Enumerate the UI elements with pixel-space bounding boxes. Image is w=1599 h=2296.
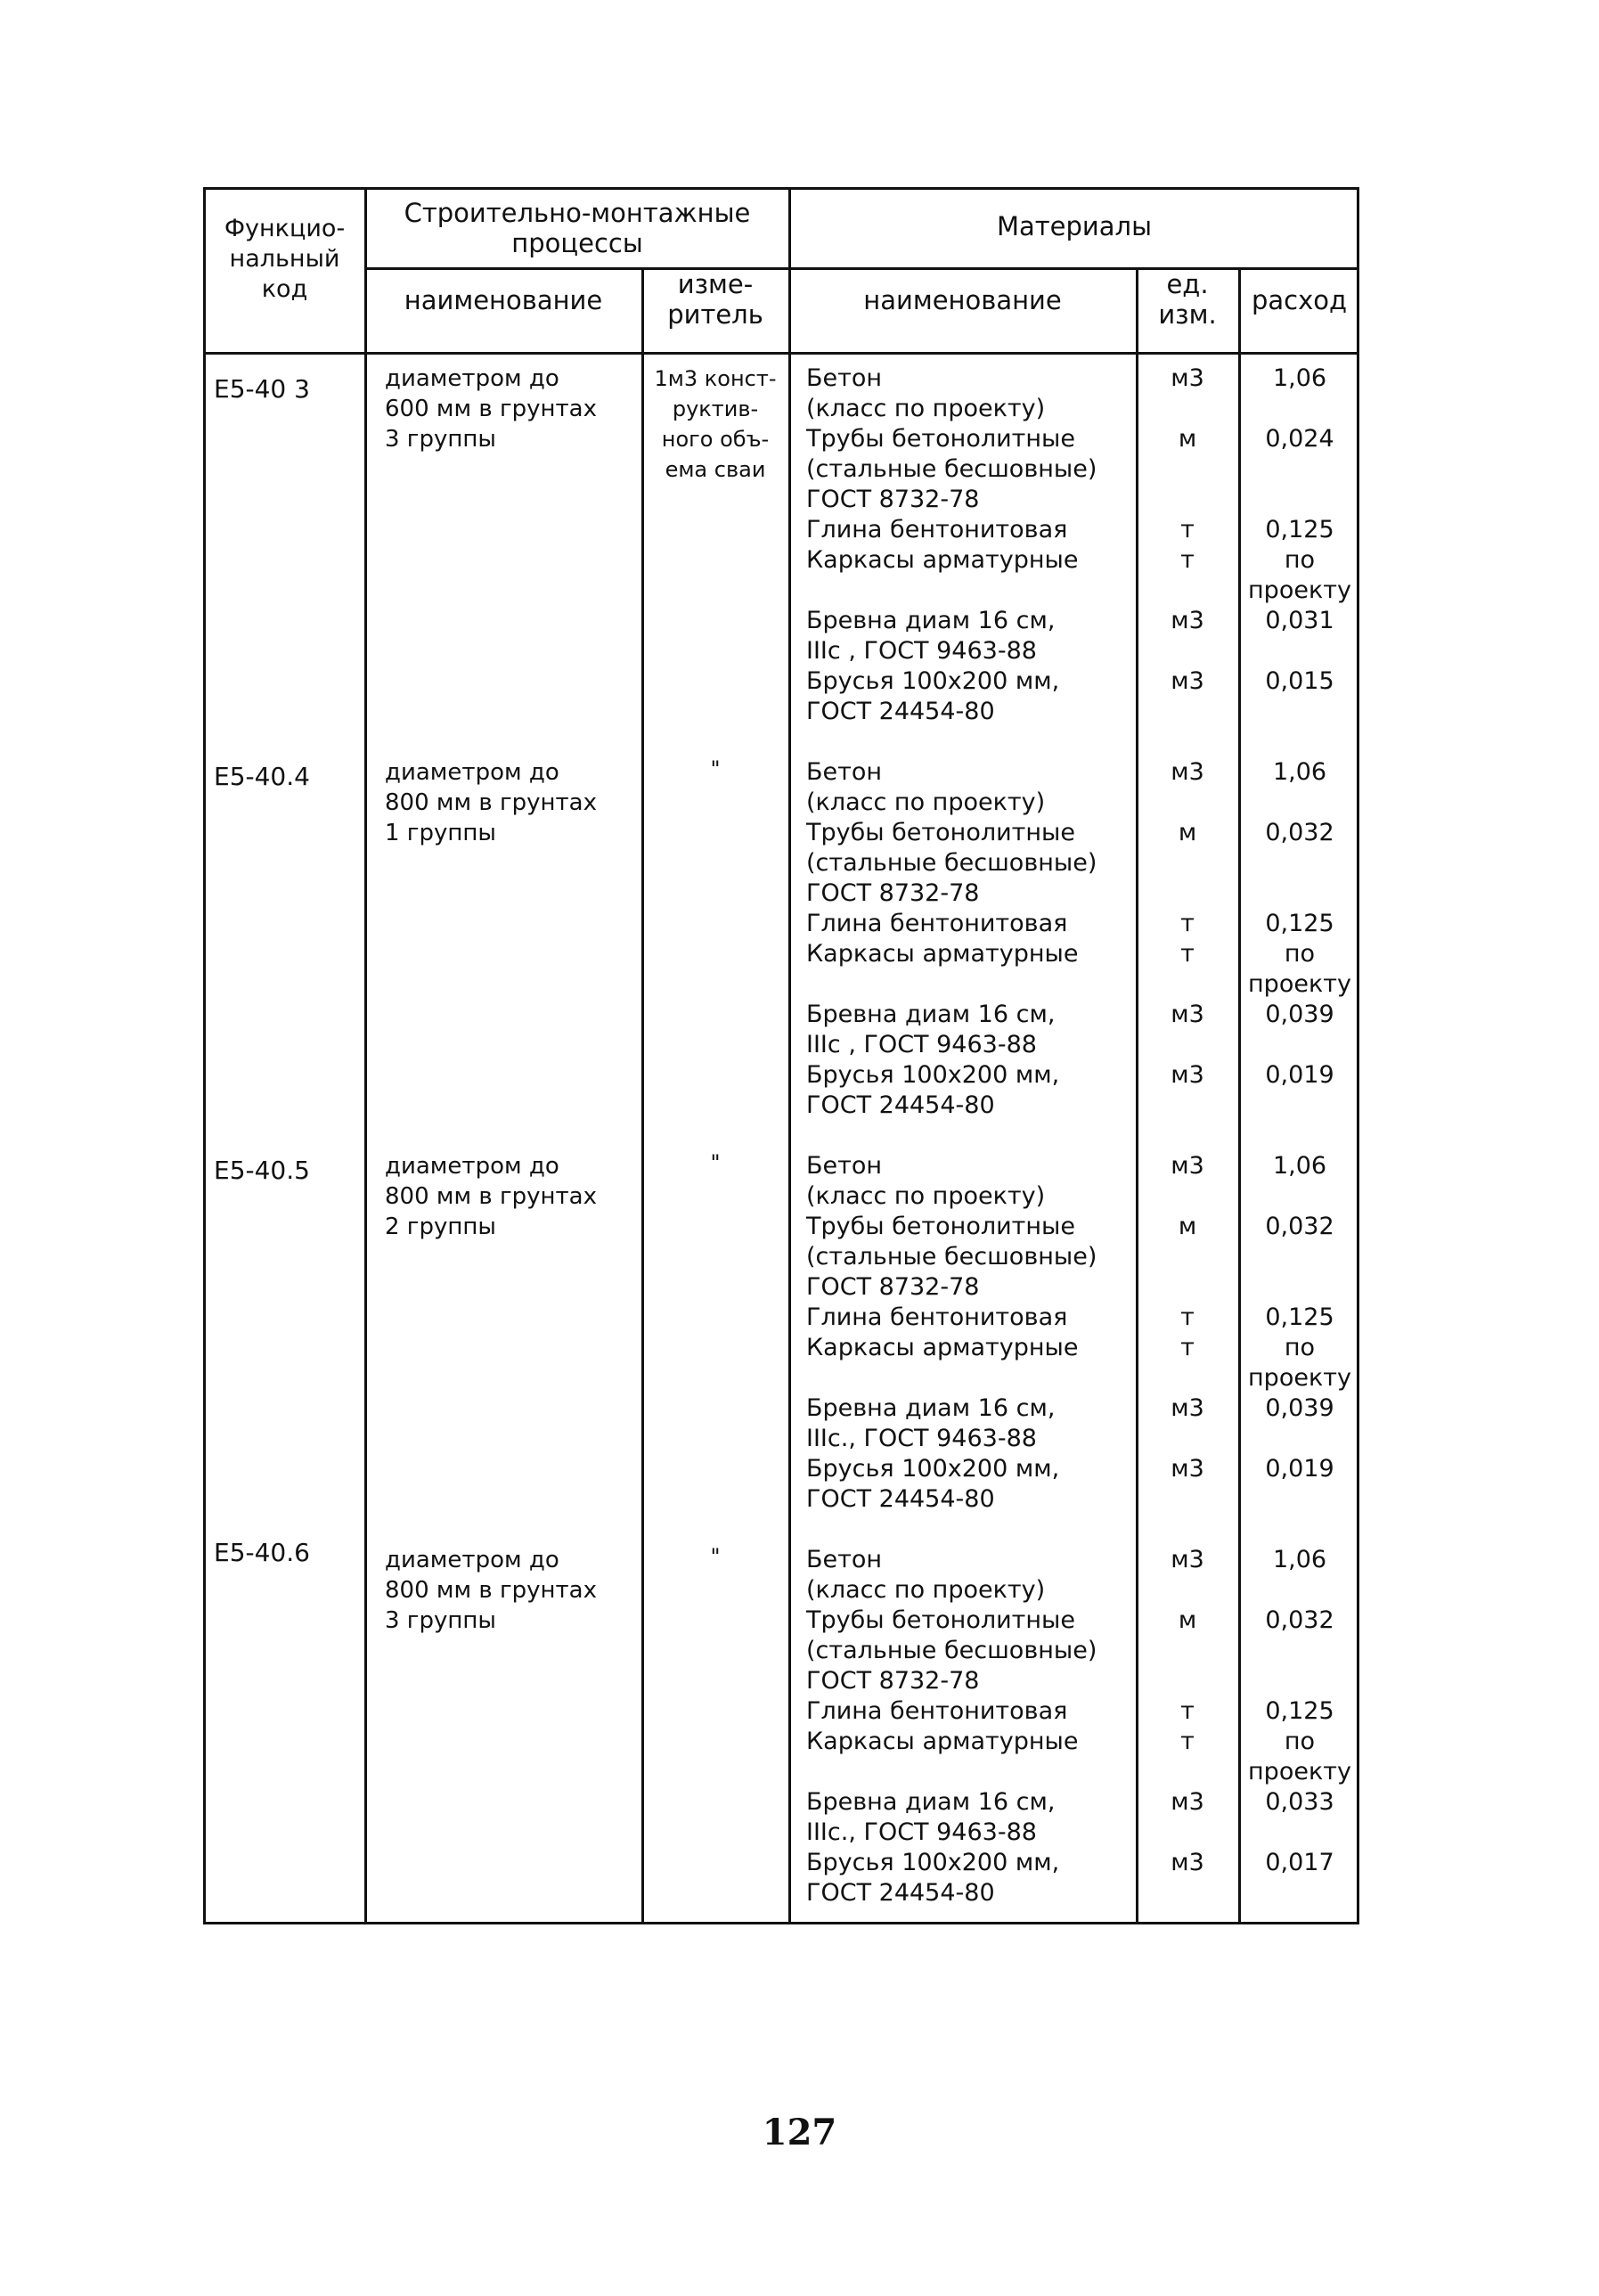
material-name: Брусья 100x200 мм, ГОСТ 24454-80 <box>806 1455 1060 1513</box>
header-bottom-rule <box>203 352 1359 355</box>
material-rate: 0,125 <box>1265 1697 1334 1725</box>
material-unit: м <box>1178 425 1197 453</box>
material-rate: 0,032 <box>1265 1606 1334 1634</box>
material-rate: 1,06 <box>1272 364 1327 392</box>
material-name: Каркасы арматурные <box>806 940 1079 968</box>
row-code: Е5-40.6 <box>214 1538 310 1567</box>
material-rate: 0,125 <box>1265 516 1334 543</box>
material-unit: м3 <box>1171 1061 1204 1089</box>
material-name: Бревна диам 16 см, IIIc., ГОСТ 9463-88 <box>806 1788 1056 1846</box>
col-divider-processes-group <box>788 187 791 1924</box>
material-name: Бетон (класс по проекту) <box>806 758 1046 816</box>
material-unit: т <box>1180 1728 1195 1755</box>
material-unit: м3 <box>1171 364 1204 392</box>
header-materials-group: Материалы <box>997 211 1152 241</box>
col-divider-code <box>364 187 367 1924</box>
row-process: диаметром до 600 мм в грунтах 3 группы <box>385 365 597 453</box>
material-name: Бетон (класс по проекту) <box>806 364 1046 422</box>
material-rate: 0,024 <box>1265 425 1334 453</box>
col-divider-unit <box>1238 267 1241 1924</box>
material-name: Бревна диам 16 см, IIIc , ГОСТ 9463-88 <box>806 1001 1056 1058</box>
material-rate: 1,06 <box>1272 1546 1327 1573</box>
col-divider-process <box>641 267 644 1924</box>
material-rate: 0,019 <box>1265 1455 1334 1483</box>
material-rate: 0,032 <box>1265 1213 1334 1240</box>
material-unit: м3 <box>1171 1001 1204 1028</box>
row-process: диаметром до 800 мм в грунтах 3 группы <box>385 1547 597 1634</box>
material-rate: 1,06 <box>1272 758 1327 786</box>
material-unit: т <box>1180 940 1195 968</box>
material-rate: 0,125 <box>1265 1303 1334 1331</box>
header-material-unit: ед. изм. <box>1158 269 1217 330</box>
row-measure: " <box>710 1150 721 1175</box>
material-unit: м3 <box>1171 1394 1204 1422</box>
material-name: Каркасы арматурные <box>806 546 1079 574</box>
material-name: Каркасы арматурные <box>806 1334 1079 1361</box>
row-process: диаметром до 800 мм в грунтах 2 группы <box>385 1153 597 1240</box>
material-name: Каркасы арматурные <box>806 1728 1079 1755</box>
material-unit: м3 <box>1171 1455 1204 1483</box>
material-unit: т <box>1180 1303 1195 1331</box>
material-unit: м3 <box>1171 667 1204 695</box>
row-code: Е5-40.5 <box>214 1156 310 1185</box>
header-process-name: наименование <box>404 285 603 315</box>
header-functional-code: Функцио- нальный код <box>224 215 346 303</box>
material-unit: м3 <box>1171 1546 1204 1573</box>
material-unit: т <box>1180 516 1195 543</box>
page-number: 127 <box>762 2112 837 2153</box>
row-measure: " <box>710 756 721 781</box>
material-unit: м3 <box>1171 607 1204 634</box>
material-rate: 0,019 <box>1265 1061 1334 1089</box>
material-rate: 0,015 <box>1265 667 1334 695</box>
material-name: Трубы бетонолитные (стальные бесшовные) ГОСТ 8732-78 <box>806 1213 1097 1301</box>
material-name: Трубы бетонолитные (стальные бесшовные) ГОСТ 8732-78 <box>806 425 1097 513</box>
material-name: Бетон (класс по проекту) <box>806 1546 1046 1604</box>
material-name: Бревна диам 16 см, IIIc , ГОСТ 9463-88 <box>806 607 1056 665</box>
material-name: Глина бентонитовая <box>806 1697 1068 1725</box>
material-rate: по проекту <box>1248 546 1351 604</box>
material-unit: м3 <box>1171 758 1204 786</box>
material-unit: т <box>1180 910 1195 937</box>
header-processes-group: Строительно-монтажные процессы <box>404 198 751 258</box>
material-name: Брусья 100x200 мм, ГОСТ 24454-80 <box>806 1061 1060 1119</box>
row-code: Е5-40.4 <box>214 762 310 791</box>
material-name: Трубы бетонолитные (стальные бесшовные) ГОСТ 8732-78 <box>806 1606 1097 1695</box>
material-rate: 0,039 <box>1265 1001 1334 1028</box>
material-name: Брусья 100x200 мм, ГОСТ 24454-80 <box>806 667 1060 725</box>
material-rate: 0,039 <box>1265 1394 1334 1422</box>
material-unit: м <box>1178 1606 1197 1634</box>
material-unit: м <box>1178 1213 1197 1240</box>
material-unit: м3 <box>1171 1849 1204 1876</box>
row-measure: 1м3 конст- руктив- ного объ- ема сваи <box>654 366 777 482</box>
material-rate: 1,06 <box>1272 1152 1327 1180</box>
material-unit: т <box>1180 546 1195 574</box>
header-material-name: наименование <box>863 285 1062 315</box>
material-unit: т <box>1180 1697 1195 1725</box>
material-rate: 0,125 <box>1265 910 1334 937</box>
material-name: Глина бентонитовая <box>806 910 1068 937</box>
header-material-rate: расход <box>1251 285 1348 315</box>
row-code: Е5-40 3 <box>214 374 310 404</box>
material-rate: по проекту <box>1248 1728 1351 1785</box>
material-rate: по проекту <box>1248 940 1351 998</box>
row-process: диаметром до 800 мм в грунтах 1 группы <box>385 759 597 846</box>
material-rate: 0,032 <box>1265 819 1334 846</box>
material-rate: 0,033 <box>1265 1788 1334 1816</box>
material-unit: м3 <box>1171 1788 1204 1816</box>
material-unit: т <box>1180 1334 1195 1361</box>
material-name: Брусья 100x200 мм, ГОСТ 24454-80 <box>806 1849 1060 1907</box>
row-measure: " <box>710 1544 721 1569</box>
header-process-measure: изме- ритель <box>667 269 763 330</box>
material-name: Бетон (класс по проекту) <box>806 1152 1046 1210</box>
material-unit: м3 <box>1171 1152 1204 1180</box>
material-rate: по проекту <box>1248 1334 1351 1392</box>
material-rate: 0,031 <box>1265 607 1334 634</box>
material-name: Глина бентонитовая <box>806 516 1068 543</box>
material-rate: 0,017 <box>1265 1849 1334 1876</box>
material-name: Трубы бетонолитные (стальные бесшовные) ГОСТ 8732-78 <box>806 819 1097 907</box>
material-name: Бревна диам 16 см, IIIc., ГОСТ 9463-88 <box>806 1394 1056 1452</box>
material-unit: м <box>1178 819 1197 846</box>
material-name: Глина бентонитовая <box>806 1303 1068 1331</box>
